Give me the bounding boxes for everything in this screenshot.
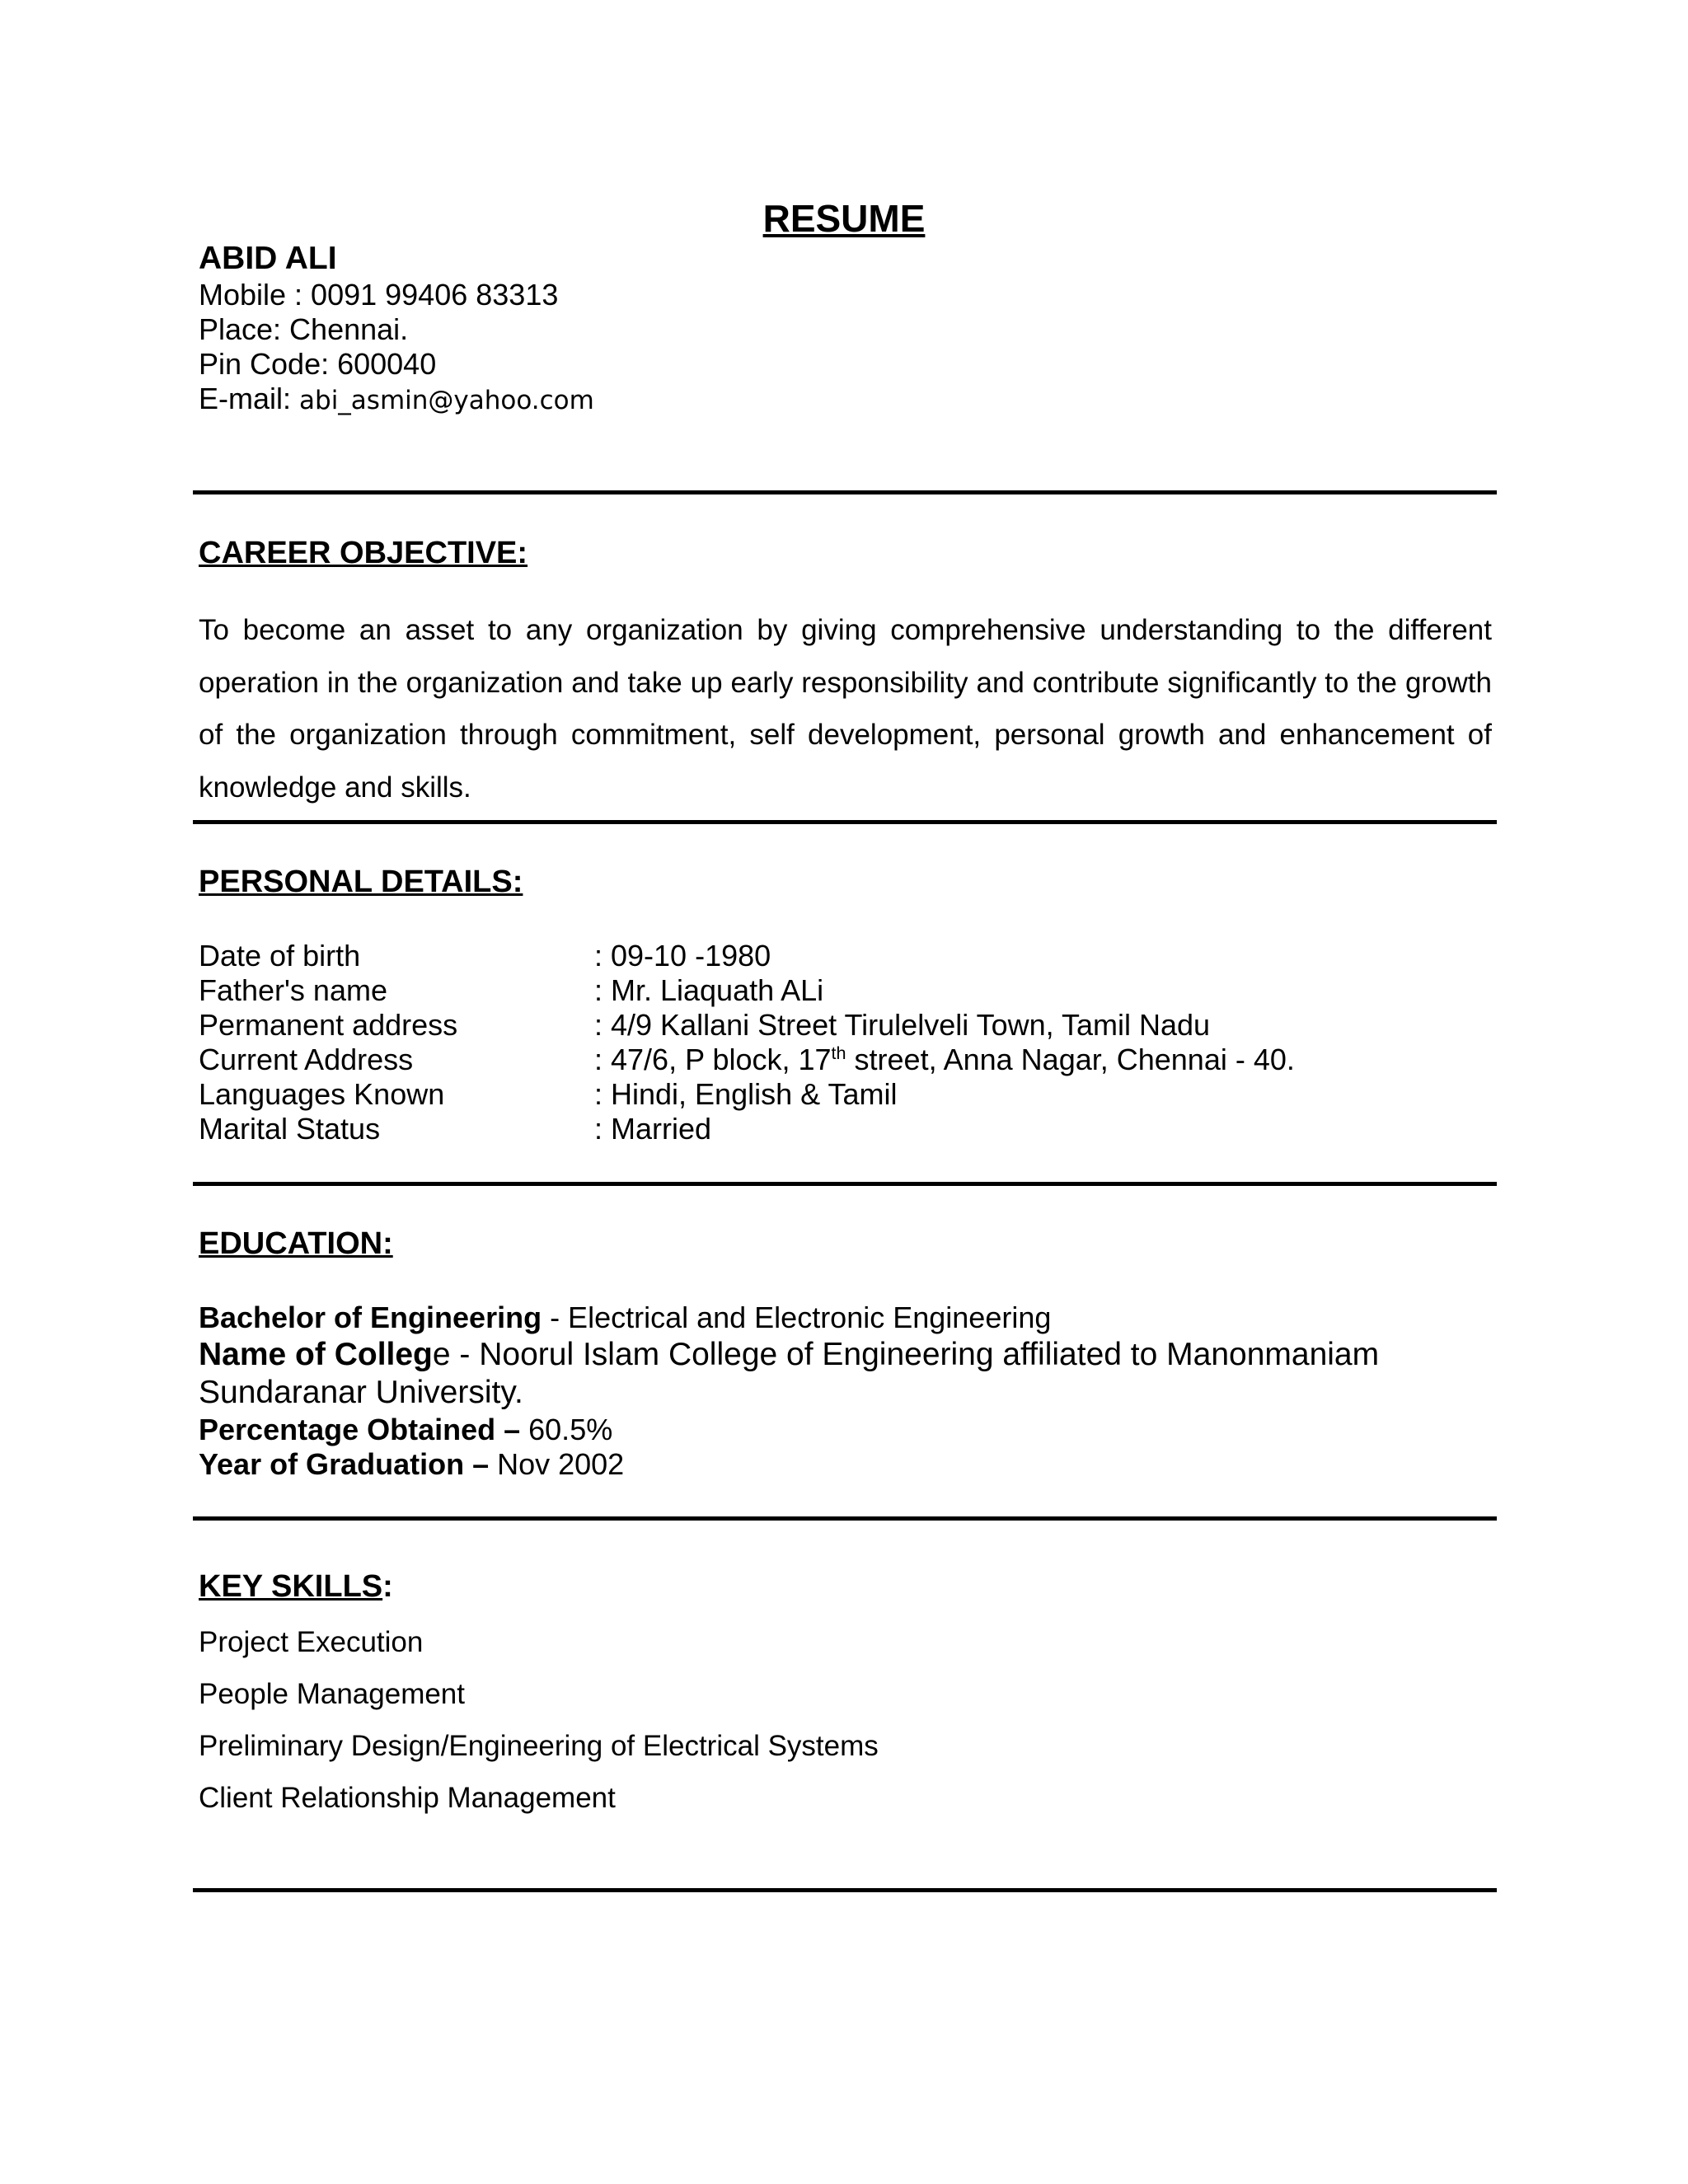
email-label: E-mail: — [199, 382, 300, 415]
pd-value-permanent-address: : 4/9 Kallani Street Tirulelveli Town, Tamil Nadu — [594, 1008, 1211, 1042]
pd-label-permanent-address: Permanent address — [199, 1008, 458, 1042]
mobile-line: Mobile : 0091 99406 83313 — [199, 278, 559, 312]
percentage-value: 60.5% — [520, 1413, 613, 1446]
college-label: Name of Colleg — [199, 1337, 433, 1372]
percentage-label: Percentage Obtained – — [199, 1413, 521, 1446]
skill-item: Client Relationship Management — [199, 1782, 616, 1814]
key-skills-heading: KEY SKILLS — [199, 1569, 383, 1604]
career-objective-heading: CAREER OBJECTIVE: — [199, 536, 528, 570]
candidate-name: ABID ALI — [199, 241, 337, 276]
current-address-ordinal: th — [831, 1043, 846, 1063]
skill-item: Project Execution — [199, 1626, 424, 1658]
graduation-year-value: Nov 2002 — [489, 1447, 625, 1481]
key-skills-heading-colon: : — [382, 1569, 393, 1604]
divider-1 — [193, 490, 1497, 494]
graduation-year-line — [199, 1447, 624, 1482]
college-line-2: Sundaranar University. — [199, 1375, 523, 1410]
pd-label-marital: Marital Status — [199, 1112, 381, 1146]
email-address: abi_asmin@yahoo.com — [299, 386, 594, 415]
place-line: Place: Chennai. — [199, 312, 409, 346]
personal-details-heading: PERSONAL DETAILS: — [199, 865, 523, 899]
education-heading: EDUCATION: — [199, 1226, 393, 1261]
current-address-part-1: : 47/6, P block, 17 — [594, 1043, 832, 1076]
divider-2 — [193, 820, 1497, 824]
key-skills-heading-wrap — [199, 1568, 393, 1605]
email-line — [199, 382, 594, 418]
pd-label-current-address: Current Address — [199, 1043, 414, 1076]
pd-value-dob: : 09-10 -1980 — [594, 939, 771, 972]
pd-label-dob: Date of birth — [199, 939, 361, 972]
pin-code-line: Pin Code: 600040 — [199, 347, 437, 381]
page-title: RESUME — [762, 197, 926, 240]
pd-label-father: Father's name — [199, 973, 387, 1007]
skill-item: Preliminary Design/Engineering of Electrical Systems — [199, 1730, 879, 1762]
degree-value: - Electrical and Electronic Engineering — [542, 1301, 1052, 1334]
current-address-part-2: street, Anna Nagar, Chennai - 40. — [846, 1043, 1295, 1076]
pd-label-languages: Languages Known — [199, 1077, 445, 1111]
degree-label: Bachelor of Engineering — [199, 1301, 542, 1334]
divider-5 — [193, 1888, 1497, 1892]
career-objective-text: To become an asset to any organization by giving comprehensive understanding to the different operation in the organization and take up early responsibility and contribute significantly to the growth of the organization through commitment, self development, personal growth and enhancement of knowledge and skills. — [199, 614, 1492, 804]
degree-line — [199, 1301, 1051, 1335]
pd-value-languages: : Hindi, English & Tamil — [594, 1077, 898, 1111]
divider-4 — [193, 1516, 1497, 1521]
skill-item: People Management — [199, 1678, 465, 1710]
divider-3 — [193, 1182, 1497, 1186]
pd-value-current-address — [594, 1043, 1295, 1077]
percentage-line — [199, 1413, 612, 1447]
pd-value-marital: : Married — [594, 1112, 712, 1146]
college-value: e - Noorul Islam College of Engineering affiliated to Manonmaniam — [432, 1337, 1380, 1372]
college-line — [199, 1336, 1379, 1374]
pd-value-father: : Mr. Liaquath ALi — [594, 973, 824, 1007]
graduation-year-label: Year of Graduation – — [199, 1447, 490, 1481]
